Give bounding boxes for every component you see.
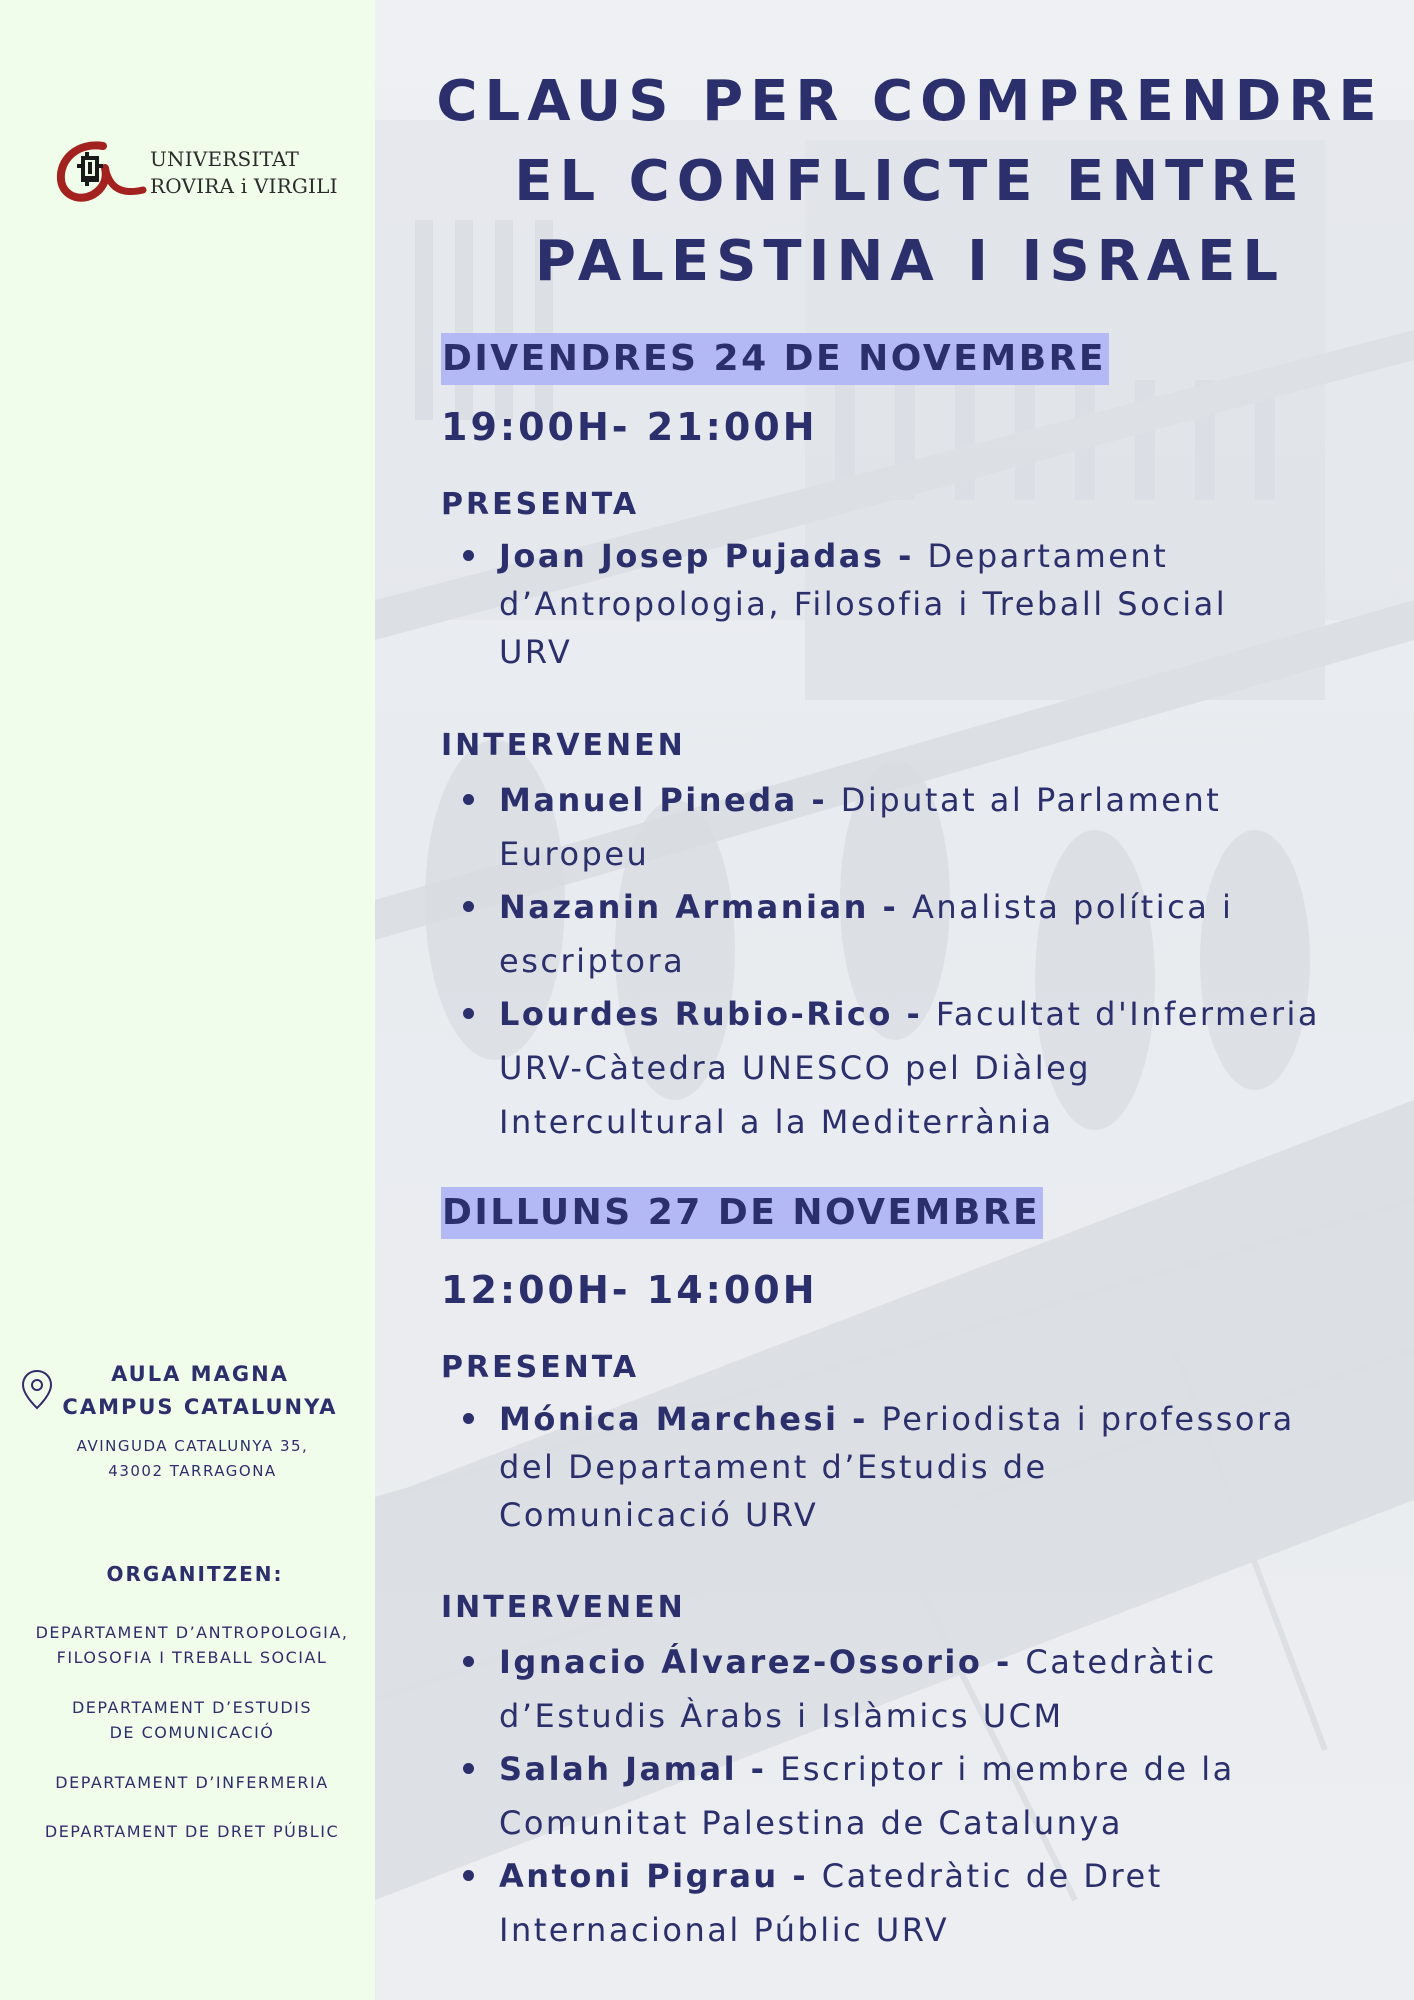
sidebar [0, 0, 375, 2000]
title-line3: PALESTINA I ISRAEL [534, 229, 1286, 294]
bullet-icon [463, 550, 474, 561]
speaker-role: URV [499, 633, 573, 671]
separator: - [868, 888, 912, 926]
speaker-name: Nazanin Armanian [499, 888, 869, 926]
logo-line2: ROVIRA i VIRGILI [150, 174, 338, 198]
organizer-item [0, 1620, 384, 1670]
list-item [441, 1849, 1401, 1957]
speaker-name: Ignacio Álvarez-Ossorio [499, 1643, 983, 1681]
bullet-icon [463, 1870, 474, 1881]
speaker-role: d’Estudis Àrabs i Islàmics UCM [499, 1697, 1064, 1735]
speaker-role: Comunitat Palestina de Catalunya [499, 1804, 1123, 1842]
day1-presenta-label: PRESENTA [441, 487, 640, 522]
separator: - [892, 995, 936, 1033]
speaker-name: Lourdes Rubio-Rico [499, 995, 893, 1033]
list-item [441, 532, 1401, 676]
separator: - [778, 1857, 822, 1895]
bullet-icon [463, 794, 474, 805]
organizer-item [0, 1770, 384, 1795]
list-item [441, 987, 1401, 1149]
organizer-line: DEPARTAMENT DE DRET PÚBLIC [44, 1822, 340, 1841]
separator: - [797, 781, 841, 819]
venue-title [40, 1358, 360, 1424]
speaker-role: Escriptor i membre de la [780, 1750, 1235, 1788]
speaker-role: Comunicació URV [499, 1496, 819, 1534]
speaker-name: Manuel Pineda [499, 781, 798, 819]
speaker-role: Catedràtic de Dret [821, 1857, 1163, 1895]
speaker-role: Analista política i [911, 888, 1234, 926]
speaker-role: Diputat al Parlament [840, 781, 1222, 819]
day2-date-badge: DILLUNS 27 DE NOVEMBRE [441, 1187, 1043, 1239]
organizer-line: DEPARTAMENT D’ANTROPOLOGIA, [35, 1623, 349, 1642]
separator: - [838, 1400, 882, 1438]
list-item [441, 1635, 1401, 1743]
bullet-icon [463, 1656, 474, 1667]
organizer-line: DEPARTAMENT D’ESTUDIS [71, 1698, 313, 1717]
organizer-line: DEPARTAMENT D’INFERMERIA [55, 1773, 329, 1792]
venue-address-line1: AVINGUDA CATALUNYA 35, [76, 1437, 309, 1455]
speaker-role: Facultat d'Infermeria [935, 995, 1321, 1033]
day2-presenta-label: PRESENTA [441, 1350, 640, 1385]
title-line1: CLAUS PER COMPRENDRE [436, 69, 1384, 134]
speaker-role: Intercultural a la Mediterrània [499, 1103, 1054, 1141]
list-item [441, 773, 1401, 881]
organizer-line: DE COMUNICACIÓ [109, 1723, 275, 1742]
organizers-title: ORGANITZEN: [106, 1562, 284, 1586]
bullet-icon [463, 901, 474, 912]
speaker-role: Europeu [499, 835, 650, 873]
organizer-item [0, 1695, 384, 1745]
venue-address-line2: 43002 TARRAGONA [108, 1462, 277, 1480]
speaker-name: Antoni Pigrau [499, 1857, 779, 1895]
speaker-role: URV-Càtedra UNESCO pel Diàleg [499, 1049, 1092, 1087]
speaker-role: escriptora [499, 942, 686, 980]
day2-time: 12:00H- 14:00H [441, 1268, 818, 1312]
separator: - [884, 537, 928, 575]
list-item [441, 1742, 1401, 1850]
bullet-icon [463, 1008, 474, 1019]
speaker-role: Internacional Públic URV [499, 1911, 950, 1949]
speaker-role: Departament [927, 537, 1169, 575]
venue-title-line1: AULA MAGNA [111, 1362, 289, 1386]
page-title [405, 62, 1414, 302]
venue-address [40, 1434, 345, 1484]
day1-time: 19:00H- 21:00H [441, 405, 818, 449]
day2-intervenen-label: INTERVENEN [441, 1590, 686, 1625]
event-content [375, 0, 1414, 2000]
bullet-icon [463, 1413, 474, 1424]
separator: - [737, 1750, 781, 1788]
day1-intervenen-label: INTERVENEN [441, 728, 686, 763]
list-item [441, 880, 1401, 988]
organizer-line: FILOSOFIA I TREBALL SOCIAL [56, 1648, 328, 1667]
speaker-name: Mónica Marchesi [499, 1400, 839, 1438]
separator: - [982, 1643, 1026, 1681]
logo-line1: UNIVERSITAT [150, 147, 300, 171]
speaker-name: Salah Jamal [499, 1750, 738, 1788]
speaker-role: d’Antropologia, Filosofia i Treball Social [499, 585, 1228, 623]
title-line2: EL CONFLICTE ENTRE [514, 149, 1306, 214]
speaker-role: Periodista i professora [881, 1400, 1295, 1438]
speaker-name: Joan Josep Pujadas [499, 537, 885, 575]
main-panel [375, 0, 1414, 2000]
day1-date-badge: DIVENDRES 24 DE NOVEMBRE [441, 333, 1109, 385]
venue-title-line2: CAMPUS CATALUNYA [62, 1395, 338, 1419]
bullet-icon [463, 1763, 474, 1774]
list-item [441, 1395, 1401, 1539]
speaker-role: del Departament d’Estudis de [499, 1448, 1048, 1486]
speaker-role: Catedràtic [1025, 1643, 1217, 1681]
urv-logo-icon [55, 138, 150, 208]
university-logo [55, 138, 345, 208]
organizer-item [0, 1819, 384, 1844]
